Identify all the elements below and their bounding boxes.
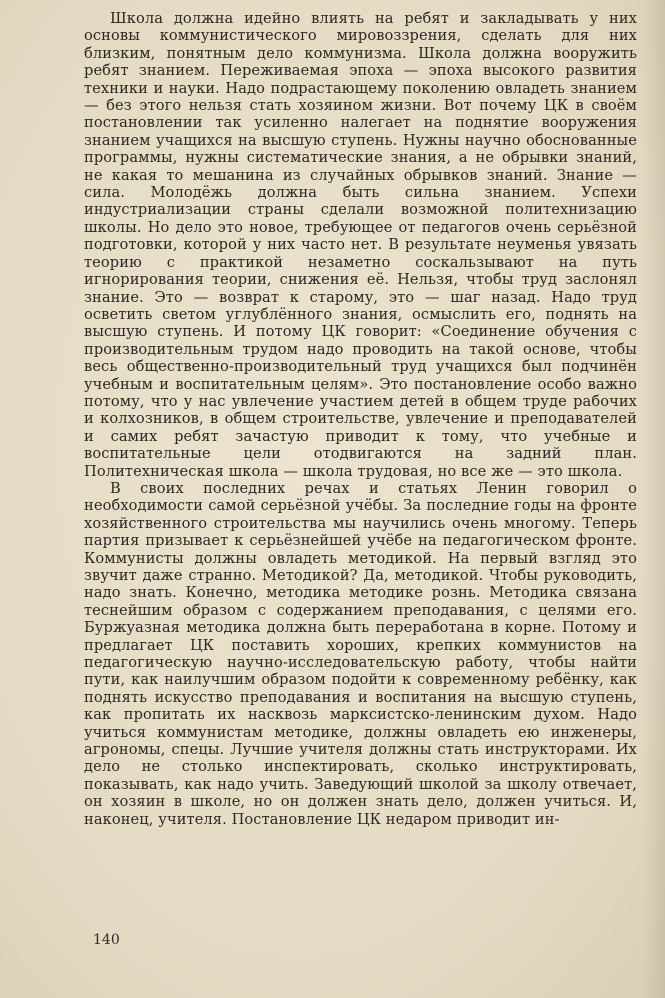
page-number: 140 [93, 932, 120, 948]
paragraph-2: В своих последних речах и статьях Ленин говорил о необходимости самой серьёзной учёбы. За последние годы на фронте хозяйственного строительства мы научились очень многому. Теперь партия призывает к серьёзнейшей учёбе на педагогическом фронте. Коммунисты должны овладеть методикой. На первый взгляд это звучит даже странно. Методикой? Да, методикой. Чтобы руководить, надо знать. Конечно, методика методике рознь. Методика связана теснейшим образом с содержанием преподавания, с целями его. Буржуазная методика должна быть переработана в корне. Потому и предлагает ЦК поставить хороших, крепких коммунистов на педагогическую научно-исследовательскую работу, чтобы найти пути, как наилучшим образом подойти к современному ребёнку, как поднять искусство преподавания и воспитания на высшую ступень, как пропитать их насквозь марксистско-ленинским духом. Надо учиться коммунистам методике, должны овладеть ею инженеры, агрономы, спецы. Лучшие учителя должны стать инструкторами. Их дело не столько инспектировать, сколько инструктировать, показывать, как надо учить. Заведующий школой за школу отвечает, он хозяин в школе, но он должен знать дело, должен учиться. И, наконец, учителя. Постановление ЦК недаром приводит ин- [84, 479, 637, 828]
paragraph-1: Школа должна идейно влиять на ребят и закладывать у них основы коммунистического мировоззрения, сделать для них близким, понятным дело коммунизма. Школа должна вооружить ребят знанием. Переживаемая эпоха — эпоха высокого развития техники и науки. Надо подрастающему поколению овладеть знанием — без этого нельзя стать хозяином жизни. Вот почему ЦК в своём постановлении так усиленно налегает на поднятие вооружения знанием учащихся на высшую ступень. Нужны научно обоснованные программы, нужны систематические знания, а не обрывки знаний, не какая то мешанина из случайных обрывков знаний. Знание — сила. Молодёжь должна быть сильна знанием. Успехи индустриализации страны сделали возможной политехнизацию школы. Но дело это новое, требующее от педагогов очень серьёзной подготовки, которой у них часто нет. В результате неуменья увязать теорию с практикой незаметно соскальзывают на путь игнорирования теории, снижения её. Нельзя, чтобы труд заслонял знание. Это — возврат к старому, это — шаг назад. Надо труд осветить светом углублённого знания, осмыслить его, поднять на высшую ступень. И потому ЦК говорит: «Соединение обучения с производительным трудом надо проводить на такой основе, чтобы весь общественно-производительный труд учащихся был подчинён учебным и воспитательным целям». Это постановление особо важно потому, что у нас увлечение участием детей в общем труде рабочих и колхозников, в общем строительстве, увлечение и преподавателей и самих ребят зачастую приводит к тому, что учебные и воспитательные цели отодвигаются на задний план. Политехническая школа — школа трудовая, но все же — это школа. [84, 10, 637, 480]
page-edge-shadow [643, 0, 665, 998]
